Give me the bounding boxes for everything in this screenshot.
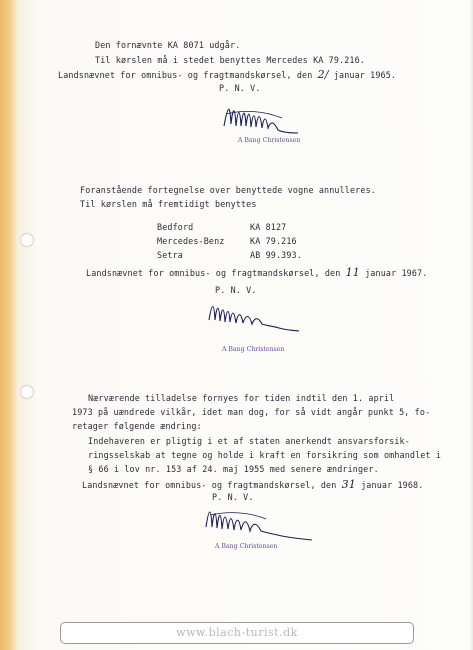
vehicle-plate: KA 79.216	[250, 236, 297, 246]
vehicle-plate: KA 8127	[250, 222, 287, 232]
punch-hole-bottom	[20, 385, 34, 399]
block3-line6: § 66 i lov nr. 153 af 24. maj 1955 med senere ændringer.	[88, 464, 379, 474]
handwritten-day: 2/	[317, 68, 329, 81]
watermark-bar	[60, 622, 414, 644]
vehicle-make: Setra	[157, 250, 183, 260]
vehicle-make: Bedford	[157, 222, 194, 232]
block3-line3: retager følgende ændring:	[72, 421, 202, 431]
handwritten-day: 31	[341, 478, 356, 491]
block3-line1: Nærværende tilladelse fornyes for tiden indtil den 1. april	[88, 393, 395, 403]
block1-line2: Til kørslen må i stedet benyttes Mercedes KA 79.216.	[95, 55, 365, 65]
block3-line5: ringsselskab at tegne og holde i kraft en forsikring som omhandlet i	[88, 450, 442, 460]
block3-line7: Landsnævnet for omnibus- og fragtmandskørsel, den 31 januar 1968.	[82, 478, 424, 491]
stamp-name-2: A Bang Christensen	[222, 346, 285, 353]
vehicle-make: Mercedes-Benz	[157, 236, 225, 246]
block3-line4: Indehaveren er pligtig i et af staten anerkendt ansvarsforsik-	[88, 436, 410, 446]
signature-3	[204, 503, 314, 547]
block1-line1: Den fornævnte KA 8071 udgår.	[95, 40, 241, 50]
block3-initials: P. N. V.	[212, 492, 254, 502]
watermark-text: www.blach-turist.dk	[176, 626, 298, 639]
signature-1	[222, 100, 302, 142]
block2-line1: Foranstående fortegnelse over benyttede vogne annulleres.	[80, 185, 376, 195]
block3-line2: 1973 på uændrede vilkår, idet man dog, for så vidt angår punkt 5, fo-	[72, 407, 431, 417]
block1-line3: Landsnævnet for omnibus- og fragtmandskørsel, den 2/ januar 1965.	[58, 68, 397, 81]
block2-line3: Landsnævnet for omnibus- og fragtmandskørsel, den 11 januar 1967.	[86, 266, 428, 279]
stamp-name-3: A Bang Christensen	[215, 543, 278, 550]
stamp-name-1: A Bang Christensen	[238, 137, 301, 144]
block1-initials: P. N. V.	[219, 83, 261, 93]
handwritten-day: 11	[345, 266, 360, 279]
vehicle-plate: AB 99.393.	[250, 250, 302, 260]
page-edge-shadow	[469, 0, 473, 650]
signature-2	[207, 298, 302, 338]
block2-line2: Til kørslen må fremtidigt benyttes	[80, 199, 257, 209]
punch-hole-top	[20, 233, 34, 247]
block2-initials: P. N. V.	[215, 285, 257, 295]
